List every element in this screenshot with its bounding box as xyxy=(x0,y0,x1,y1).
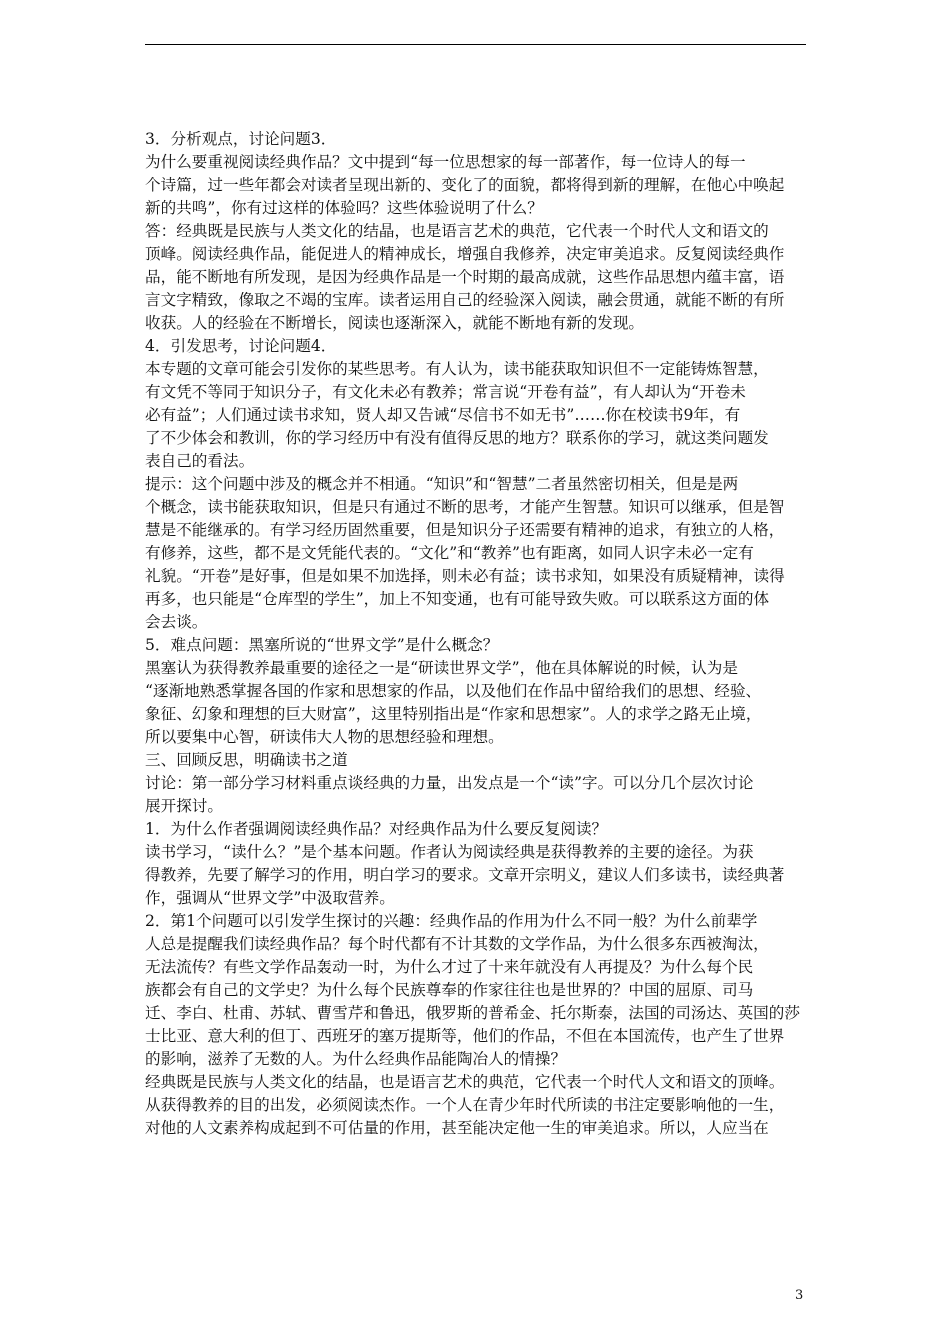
text-line: 得教养，先要了解学习的作用，明白学习的要求。文章开宗明义，建议人们多读书，读经典著 xyxy=(145,866,785,884)
text-line: 的影响，滋养了无数的人。为什么经典作品能陶冶人的情操？ xyxy=(145,1050,567,1068)
text-line: 个诗篇，过一些年都会对读者呈现出新的、变化了的面貌，都将得到新的理解，在他心中唤起 xyxy=(145,176,785,194)
text-line: 人总是提醒我们读经典作品？每个时代都有不计其数的文学作品，为什么很多东西被淘汰， xyxy=(145,935,769,953)
text-line: 象征、幻象和理想的巨大财富”，这里特别指出是“作家和思想家”。人的求学之路无止境， xyxy=(145,705,762,723)
text-line: 顶峰。阅读经典作品，能促进人的精神成长，增强自我修养，决定审美追求。反复阅读经典作 xyxy=(145,245,785,263)
text-line: 本专题的文章可能会引发你的某些思考。有人认为，读书能获取知识但不一定能铸炼智慧， xyxy=(145,360,769,378)
text-line: 士比亚、意大利的但丁、西班牙的塞万提斯等，他们的作品，不但在本国流传，也产生了世界 xyxy=(145,1027,785,1045)
text-line: 读书学习，“读什么？”是个基本问题。作者认为阅读经典是获得教养的主要的途径。为获 xyxy=(145,843,754,861)
text-line: 族都会有自己的文学史？为什么每个民族尊奉的作家往往也是世界的？中国的屈原、司马 xyxy=(145,981,754,999)
text-line: 展开探讨。 xyxy=(145,797,223,815)
text-line: 所以要集中心智，研读伟大人物的思想经验和理想。 xyxy=(145,728,504,746)
text-line: 无法流传？有些文学作品轰动一时，为什么才过了十来年就没有人再提及？为什么每个民 xyxy=(145,958,754,976)
text-line: 品，能不断地有所发现，是因为经典作品是一个时期的最高成就，这些作品思想内蕴丰富，语 xyxy=(145,268,785,286)
text-line: 有修养，这些，都不是文凭能代表的。“文化”和“教养”也有距离，如同人识字未必一定有 xyxy=(145,544,754,562)
text-line: 2．第1个问题可以引发学生探讨的兴趣：经典作品的作用为什么不同一般？为什么前辈学 xyxy=(145,912,758,930)
text-line: 经典既是民族与人类文化的结晶，也是语言艺术的典范，它代表一个时代人文和语文的顶峰。 xyxy=(145,1073,785,1091)
text-line: 答：经典既是民族与人类文化的结晶，也是语言艺术的典范，它代表一个时代人文和语文的 xyxy=(145,222,769,240)
text-line: 会去谈。 xyxy=(145,613,208,631)
text-line: 5．难点问题：黑塞所说的“世界文学”是什么概念？ xyxy=(145,636,499,654)
page-number: 3 xyxy=(795,1288,804,1303)
text-line: 慧是不能继承的。有学习经历固然重要，但是知识分子还需要有精神的追求，有独立的人格， xyxy=(145,521,785,539)
text-line: 必有益”；人们通过读书求知，贤人却又告诫“尽信书不如无书”……你在校读书9年，有 xyxy=(145,406,741,424)
document-body xyxy=(145,128,819,1163)
text-line: 收获。人的经验在不断增长，阅读也逐渐深入，就能不断地有新的发现。 xyxy=(145,314,645,332)
text-line: 礼貌。“开卷”是好事，但是如果不加选择，则未必有益；读书求知，如果没有质疑精神，读得 xyxy=(145,567,785,585)
text-line: 3．分析观点，讨论问题3． xyxy=(145,130,337,148)
text-line: 为什么要重视阅读经典作品？文中提到“每一位思想家的每一部著作，每一位诗人的每一 xyxy=(145,153,746,171)
text-line: 三、回顾反思，明确读书之道 xyxy=(145,751,348,769)
text-line: 迁、李白、杜甫、苏轼、曹雪芹和鲁迅，俄罗斯的普希金、托尔斯泰，法国的司汤达、英国的莎 xyxy=(145,1004,800,1022)
text-line xyxy=(145,1140,819,1163)
text-line: 新的共鸣”，你有过这样的体验吗？这些体验说明了什么？ xyxy=(145,199,543,217)
text-line: 黑塞认为获得教养最重要的途径之一是“研读世界文学”，他在具体解说的时候，认为是 xyxy=(145,659,738,677)
text-line: 表自己的看法。 xyxy=(145,452,255,470)
text-line: 4．引发思考，讨论问题4． xyxy=(145,337,337,355)
text-line: 1．为什么作者强调阅读经典作品？对经典作品为什么要反复阅读？ xyxy=(145,820,608,838)
header-rule xyxy=(145,44,806,45)
text-line: 对他的人文素养构成起到不可估量的作用，甚至能决定他一生的审美追求。所以，人应当在 xyxy=(145,1119,769,1137)
text-line: 言文字精致，像取之不竭的宝库。读者运用自己的经验深入阅读，融会贯通，就能不断的有所 xyxy=(145,291,785,309)
text-line: 提示：这个问题中涉及的概念并不相通。“知识”和“智慧”二者虽然密切相关，但是是两 xyxy=(145,475,739,493)
text-line: 了不少体会和教训，你的学习经历中有没有值得反思的地方？联系你的学习，就这类问题发 xyxy=(145,429,769,447)
text-line: 有文凭不等同于知识分子，有文化未必有教养；常言说“开卷有益”，有人却认为“开卷未 xyxy=(145,383,746,401)
text-line: 作，强调从“世界文学”中汲取营养。 xyxy=(145,889,395,907)
text-line: 从获得教养的目的出发，必须阅读杰作。一个人在青少年时代所读的书注定要影响他的一生， xyxy=(145,1096,785,1114)
text-line: “逐渐地熟悉掌握各国的作家和思想家的作品，以及他们在作品中留给我们的思想、经验、 xyxy=(145,682,762,700)
text-line: 讨论：第一部分学习材料重点谈经典的力量，出发点是一个“读”字。可以分几个层次讨论 xyxy=(145,774,754,792)
text-line: 再多，也只能是“仓库型的学生”，加上不知变通，也有可能导致失败。可以联系这方面的体 xyxy=(145,590,770,608)
text-line: 个概念，读书能获取知识，但是只有通过不断的思考，才能产生智慧。知识可以继承，但是智 xyxy=(145,498,785,516)
